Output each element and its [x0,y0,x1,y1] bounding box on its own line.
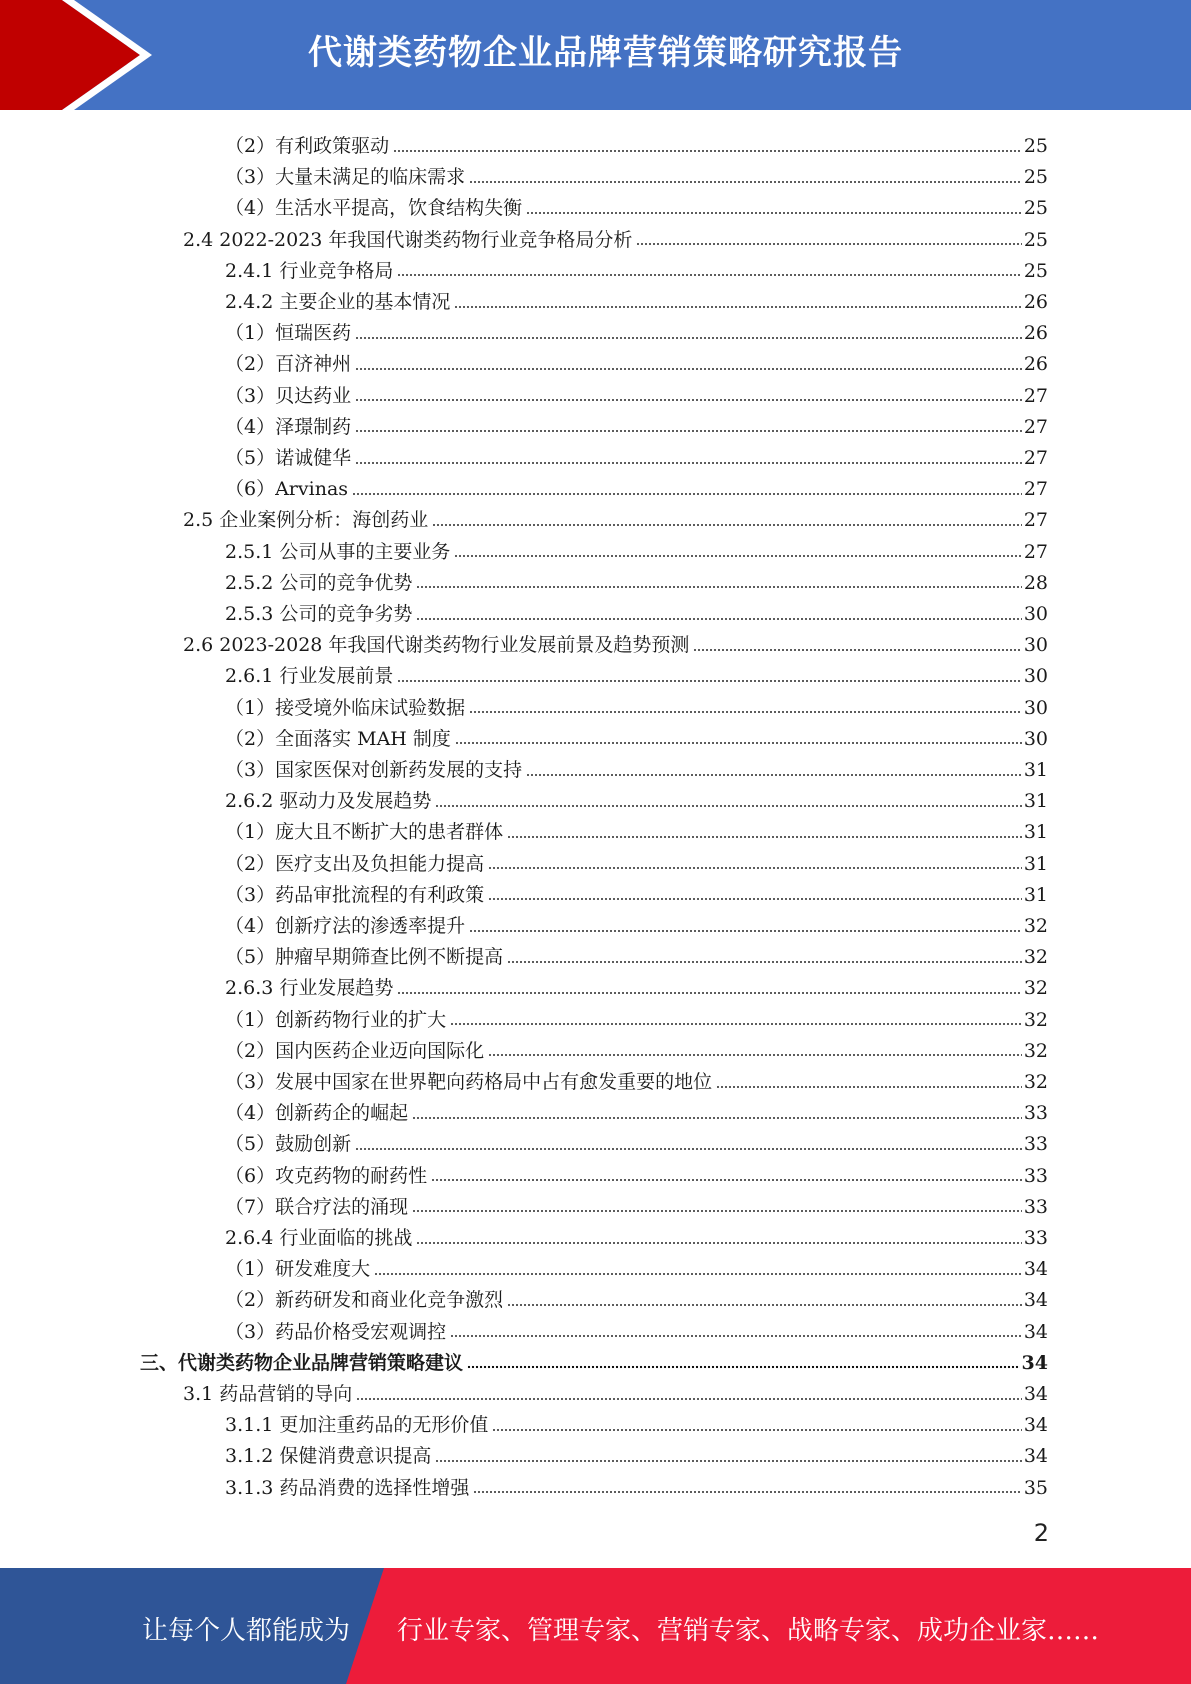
toc-entry[interactable] [225,782,1048,813]
toc-entry-page: 31 [1023,790,1048,813]
toc-entry-page: 34 [1023,1383,1048,1405]
toc-entry-label: 2.5.2 公司的竞争优势 [225,571,413,594]
toc-entry-label: （2）新药研发和商业化竞争激烈 [225,1289,504,1312]
toc-entry-page: 35 [1023,1476,1048,1499]
toc-entry-page: 25 [1023,259,1048,282]
toc-entry-label: （6）攻克药物的耐药性 [225,1164,428,1187]
toc-entry-page: 33 [1023,1102,1048,1125]
toc-entry[interactable] [225,252,1048,283]
toc-entry[interactable] [225,1313,1048,1344]
toc-entry[interactable] [225,158,1048,189]
toc-dot-leader [416,615,1021,622]
toc-entry[interactable] [225,1281,1048,1312]
toc-entry[interactable] [225,657,1048,688]
toc-entry-label: 3.1.1 更加注重药品的无形价值 [225,1414,489,1437]
toc-entry-label: （1）研发难度大 [225,1258,371,1281]
toc-entry-page: 27 [1023,384,1048,407]
toc-entry[interactable] [225,1032,1048,1063]
toc-entry-page: 26 [1023,291,1048,313]
toc-dot-leader [374,1270,1022,1277]
toc-entry-label: 2.6.1 行业发展前景 [225,665,394,688]
toc-entry-label: （3）贝达药业 [225,384,352,407]
toc-entry-page: 34 [1023,1258,1048,1281]
toc-entry-label: （1）接受境外临床试验数据 [225,696,466,719]
toc-dot-leader [507,833,1022,840]
toc-dot-leader [507,1301,1022,1308]
toc-entry[interactable] [183,1375,1048,1406]
toc-entry-page: 27 [1023,509,1048,532]
toc-entry-label: （3）药品审批流程的有利政策 [225,883,485,906]
toc-dot-leader [397,677,1021,684]
toc-entry[interactable] [225,439,1048,470]
toc-dot-leader [716,1083,1022,1090]
toc-entry[interactable] [225,1094,1048,1125]
toc-entry[interactable] [225,564,1048,595]
toc-dot-leader [355,459,1022,466]
toc-entry[interactable] [225,377,1048,408]
toc-entry-label: 2.4 2022-2023 年我国代谢类药物行业竞争格局分析 [183,228,633,251]
toc-entry-page: 33 [1023,1133,1048,1156]
toc-entry-page: 30 [1023,727,1048,750]
toc-entry-page: 32 [1023,946,1048,969]
toc-entry-label: （3）药品价格受宏观调控 [225,1320,447,1343]
toc-entry-label: （5）诺诚健华 [225,447,352,469]
toc-dot-leader [416,1239,1021,1246]
toc-dot-leader [473,1489,1021,1496]
toc-dot-leader [488,1052,1022,1059]
report-title: 代谢类药物企业品牌营销策略研究报告 [308,33,903,73]
toc-dot-leader [454,303,1021,310]
toc-entry[interactable] [225,408,1048,439]
toc-dot-leader [355,365,1022,372]
toc-dot-leader [352,490,1022,497]
toc-entry-label: （5）鼓励创新 [225,1133,352,1156]
toc-dot-leader [435,1457,1021,1464]
toc-dot-leader [450,1333,1022,1340]
toc-entry-label: （4）泽璟制药 [225,415,352,438]
toc-entry[interactable] [225,345,1048,376]
toc-dot-leader [469,178,1022,185]
toc-entry-label: 3.1 药品营销的导向 [183,1383,353,1405]
toc-entry-label: 2.6.4 行业面临的挑战 [225,1227,413,1249]
toc-entry-label: 3.1.3 药品消费的选择性增强 [225,1476,470,1499]
toc-entry[interactable] [225,907,1048,938]
toc-entry[interactable] [225,470,1048,501]
toc-entry-page: 34 [1021,1351,1048,1374]
toc-entry[interactable] [225,127,1048,158]
toc-entry-label: 2.6 2023-2028 年我国代谢类药物行业发展前景及趋势预测 [183,634,690,657]
toc-entry[interactable] [225,595,1048,626]
toc-entry-page: 31 [1023,883,1048,906]
toc-entry-label: 2.6.2 驱动力及发展趋势 [225,790,432,813]
toc-dot-leader [397,272,1021,279]
report-footer [0,1568,1191,1684]
toc-dot-leader [393,147,1022,154]
toc-dot-leader [469,927,1022,934]
toc-entry-label: （3）发展中国家在世界靶向药格局中占有愈发重要的地位 [225,1071,713,1093]
toc-entry-page: 25 [1023,228,1048,251]
toc-dot-leader [488,865,1022,872]
toc-entry-label: 2.6.3 行业发展趋势 [225,977,394,1000]
toc-entry-page: 27 [1023,415,1048,438]
toc-entry[interactable] [225,845,1048,876]
toc-dot-leader [431,1177,1022,1184]
toc-entry[interactable] [225,1125,1048,1156]
toc-entry-label: （1）恒瑞医药 [225,322,352,345]
toc-entry-page: 32 [1023,977,1048,1000]
toc-entry-page: 32 [1023,1071,1048,1093]
page-number: 2 [1033,1519,1049,1547]
toc-entry[interactable] [140,1344,1048,1375]
toc-dot-leader [412,1208,1022,1215]
toc-entry[interactable] [225,1250,1048,1281]
toc-dot-leader [526,771,1022,778]
toc-dot-leader [507,958,1022,965]
toc-entry-label: （1）庞大且不断扩大的患者群体 [225,821,504,844]
toc-dot-leader [450,1021,1022,1028]
toc-entry-label: 2.4.2 主要企业的基本情况 [225,291,451,313]
toc-entry-page: 27 [1023,447,1048,469]
toc-entry-page: 30 [1023,634,1048,657]
toc-entry-page: 30 [1023,665,1048,688]
toc-entry[interactable] [225,1001,1048,1032]
toc-dot-leader [636,241,1021,248]
toc-dot-leader [397,989,1021,996]
toc-dot-leader [355,334,1022,341]
toc-dot-leader [435,802,1021,809]
toc-entry-label: （5）肿瘤早期筛查比例不断提高 [225,946,504,969]
toc-entry-label: （3）国家医保对创新药发展的支持 [225,759,523,781]
toc-entry-page: 25 [1023,166,1048,189]
toc-entry[interactable] [225,720,1048,751]
toc-dot-leader [432,521,1022,528]
toc-entry[interactable] [225,969,1048,1000]
toc-dot-leader [469,709,1022,716]
toc-dot-leader [355,397,1022,404]
toc-entry-label: （2）国内医药企业迈向国际化 [225,1039,485,1062]
toc-entry[interactable] [225,876,1048,907]
toc-entry[interactable] [225,283,1048,314]
toc-entry-page: 33 [1023,1164,1048,1187]
toc-entry-label: （2）有利政策驱动 [225,135,390,157]
toc-entry-page: 32 [1023,915,1048,937]
toc-entry-page: 25 [1023,135,1048,157]
toc-entry[interactable] [225,1157,1048,1188]
toc-dot-leader [526,209,1022,216]
toc-entry-label: （7）联合疗法的涌现 [225,1195,409,1218]
toc-dot-leader [416,584,1021,591]
toc-entry-page: 25 [1023,197,1048,220]
toc-entry-label: （4）创新药企的崛起 [225,1102,409,1125]
toc-entry-label: （3）大量未满足的临床需求 [225,166,466,189]
toc-entry-page: 34 [1023,1320,1048,1343]
toc-entry-label: （2）全面落实 MAH 制度 [225,727,451,750]
toc-entry-label: 2.5 企业案例分析：海创药业 [183,509,429,532]
toc-entry-label: 2.5.1 公司从事的主要业务 [225,540,451,563]
toc-entry-label: （6）Arvinas [225,478,349,501]
toc-entry-label: 2.5.3 公司的竞争劣势 [225,603,413,625]
toc-dot-leader [492,1426,1021,1433]
toc-entry[interactable] [225,1437,1048,1468]
toc-entry-page: 31 [1023,759,1048,781]
toc-entry[interactable] [225,314,1048,345]
toc-entry-page: 31 [1023,852,1048,875]
footer-slogan-right: 行业专家、管理专家、营销专家、战略专家、成功企业家…… [397,1616,1100,1646]
toc-dot-leader [355,1145,1022,1152]
toc-entry[interactable] [225,1188,1048,1219]
toc-dot-leader [467,1364,1020,1371]
toc-entry-page: 32 [1023,1039,1048,1062]
toc-entry[interactable] [225,1469,1048,1500]
toc-entry[interactable] [183,626,1048,657]
toc-entry[interactable] [225,189,1048,220]
toc-entry[interactable] [183,221,1048,252]
toc-dot-leader [356,1395,1022,1402]
toc-dot-leader [455,740,1022,747]
toc-entry-label: （4）创新疗法的渗透率提升 [225,915,466,937]
toc-entry-page: 26 [1023,322,1048,345]
toc-dot-leader [693,646,1021,653]
toc-entry-page: 33 [1023,1227,1048,1249]
toc-entry-page: 33 [1023,1195,1048,1218]
toc-entry-page: 31 [1023,821,1048,844]
toc-entry[interactable] [225,751,1048,782]
report-header [0,0,1191,110]
toc-dot-leader [355,428,1022,435]
toc-entry-label: 3.1.2 保健消费意识提高 [225,1445,432,1468]
toc-dot-leader [412,1114,1022,1121]
toc-dot-leader [488,896,1022,903]
toc-entry-page: 34 [1023,1289,1048,1312]
toc-entry-page: 26 [1023,353,1048,376]
toc-entry-page: 30 [1023,696,1048,719]
toc-entry-page: 34 [1023,1414,1048,1437]
toc-entry-page: 32 [1023,1008,1048,1031]
toc-entry[interactable] [225,1219,1048,1250]
toc-entry-page: 28 [1023,571,1048,594]
toc-entry[interactable] [225,813,1048,844]
toc-entry[interactable] [225,1406,1048,1437]
toc-entry[interactable] [225,1063,1048,1094]
toc-entry-label: （4）生活水平提高，饮食结构失衡 [225,197,523,220]
toc-entry-page: 30 [1023,603,1048,625]
toc-entry[interactable] [225,689,1048,720]
toc-dot-leader [454,553,1021,560]
toc-entry[interactable] [183,501,1048,532]
toc-entry-label: （2）百济神州 [225,353,352,376]
toc-entry-label: 2.4.1 行业竞争格局 [225,259,394,282]
toc-entry-page: 27 [1023,478,1048,501]
toc-entry[interactable] [225,938,1048,969]
toc-entry-label: （2）医疗支出及负担能力提高 [225,852,485,875]
toc-entry-label: 三、代谢类药物企业品牌营销策略建议 [140,1351,464,1374]
footer-slogan-left: 让每个人都能成为 [142,1616,351,1646]
toc-entry-page: 27 [1023,540,1048,563]
toc-entry-page: 34 [1023,1445,1048,1468]
toc-entry-label: （1）创新药物行业的扩大 [225,1008,447,1031]
toc-entry[interactable] [225,533,1048,564]
